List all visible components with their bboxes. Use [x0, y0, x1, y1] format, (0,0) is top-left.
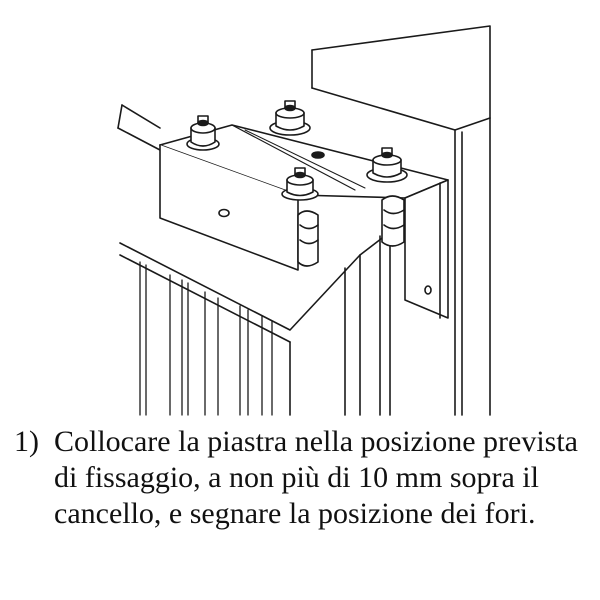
rollers — [298, 196, 404, 266]
bolt-icon — [270, 101, 310, 135]
plate-hole-icon — [219, 210, 229, 217]
instruction-step — [14, 424, 594, 532]
bolt-icon — [367, 148, 407, 182]
plate-slot-icon — [312, 152, 324, 158]
step-text: Collocare la piastra nella posizione prevista di fissaggio, a non più di 10 mm sopra il cancello, e segnare la posizione dei fori. — [54, 425, 578, 530]
gate-slats — [140, 262, 272, 415]
bolt-icon — [187, 116, 219, 150]
step-number: 1) — [14, 425, 39, 458]
side-hole-icon — [425, 286, 431, 294]
